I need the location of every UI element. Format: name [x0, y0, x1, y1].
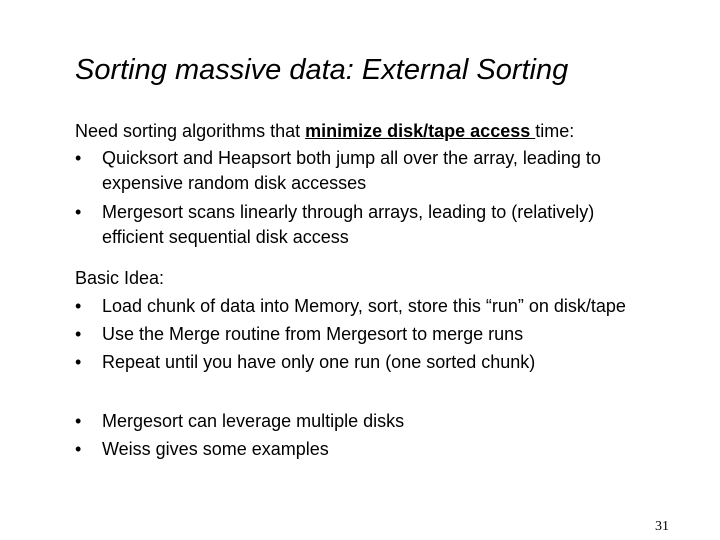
bullet-text: Use the Merge routine from Mergesort to merge runs	[102, 324, 524, 344]
bullet-item	[75, 322, 626, 347]
intro-text-after: time:	[535, 121, 575, 141]
bullet-list-basic-idea	[75, 294, 626, 375]
bullet-item	[75, 294, 626, 319]
bullet-item	[75, 437, 404, 462]
bullet-dot: •	[75, 296, 82, 316]
bullet-dot: •	[75, 202, 82, 222]
bullet-text: Weiss gives some examples	[102, 439, 329, 459]
bullet-item	[75, 200, 601, 250]
bullet-item	[75, 409, 404, 434]
bullet-dot: •	[75, 352, 82, 372]
page-number: 31	[655, 519, 669, 534]
bullet-dot: •	[75, 148, 82, 168]
bullet-list-notes	[75, 409, 404, 462]
basic-idea-heading: Basic Idea:	[75, 268, 165, 288]
bullet-dot: •	[75, 324, 82, 344]
bullet-dot: •	[75, 439, 82, 459]
intro-line	[75, 118, 574, 144]
bullet-text: Repeat until you have only one run (one sorted chunk)	[102, 352, 536, 372]
bullet-text-line: Mergesort scans linearly through arrays, leading to (relatively)	[102, 202, 595, 222]
bullet-text-line: expensive random disk accesses	[102, 173, 367, 193]
slide-title: Sorting massive data: External Sorting	[75, 54, 569, 86]
bullet-dot: •	[75, 411, 82, 431]
bullet-text: Mergesort can leverage multiple disks	[102, 411, 405, 431]
bullet-list-drawbacks	[75, 146, 601, 250]
intro-emphasis: minimize disk/tape access	[305, 121, 536, 141]
bullet-text-line: Quicksort and Heapsort both jump all over the array, leading to	[102, 148, 601, 168]
bullet-item	[75, 350, 626, 375]
bullet-text: Load chunk of data into Memory, sort, store this “run” on disk/tape	[102, 296, 626, 316]
intro-text-before: Need sorting algorithms that	[75, 121, 306, 141]
bullet-text-line: efficient sequential disk access	[102, 227, 349, 247]
bullet-item	[75, 146, 601, 196]
